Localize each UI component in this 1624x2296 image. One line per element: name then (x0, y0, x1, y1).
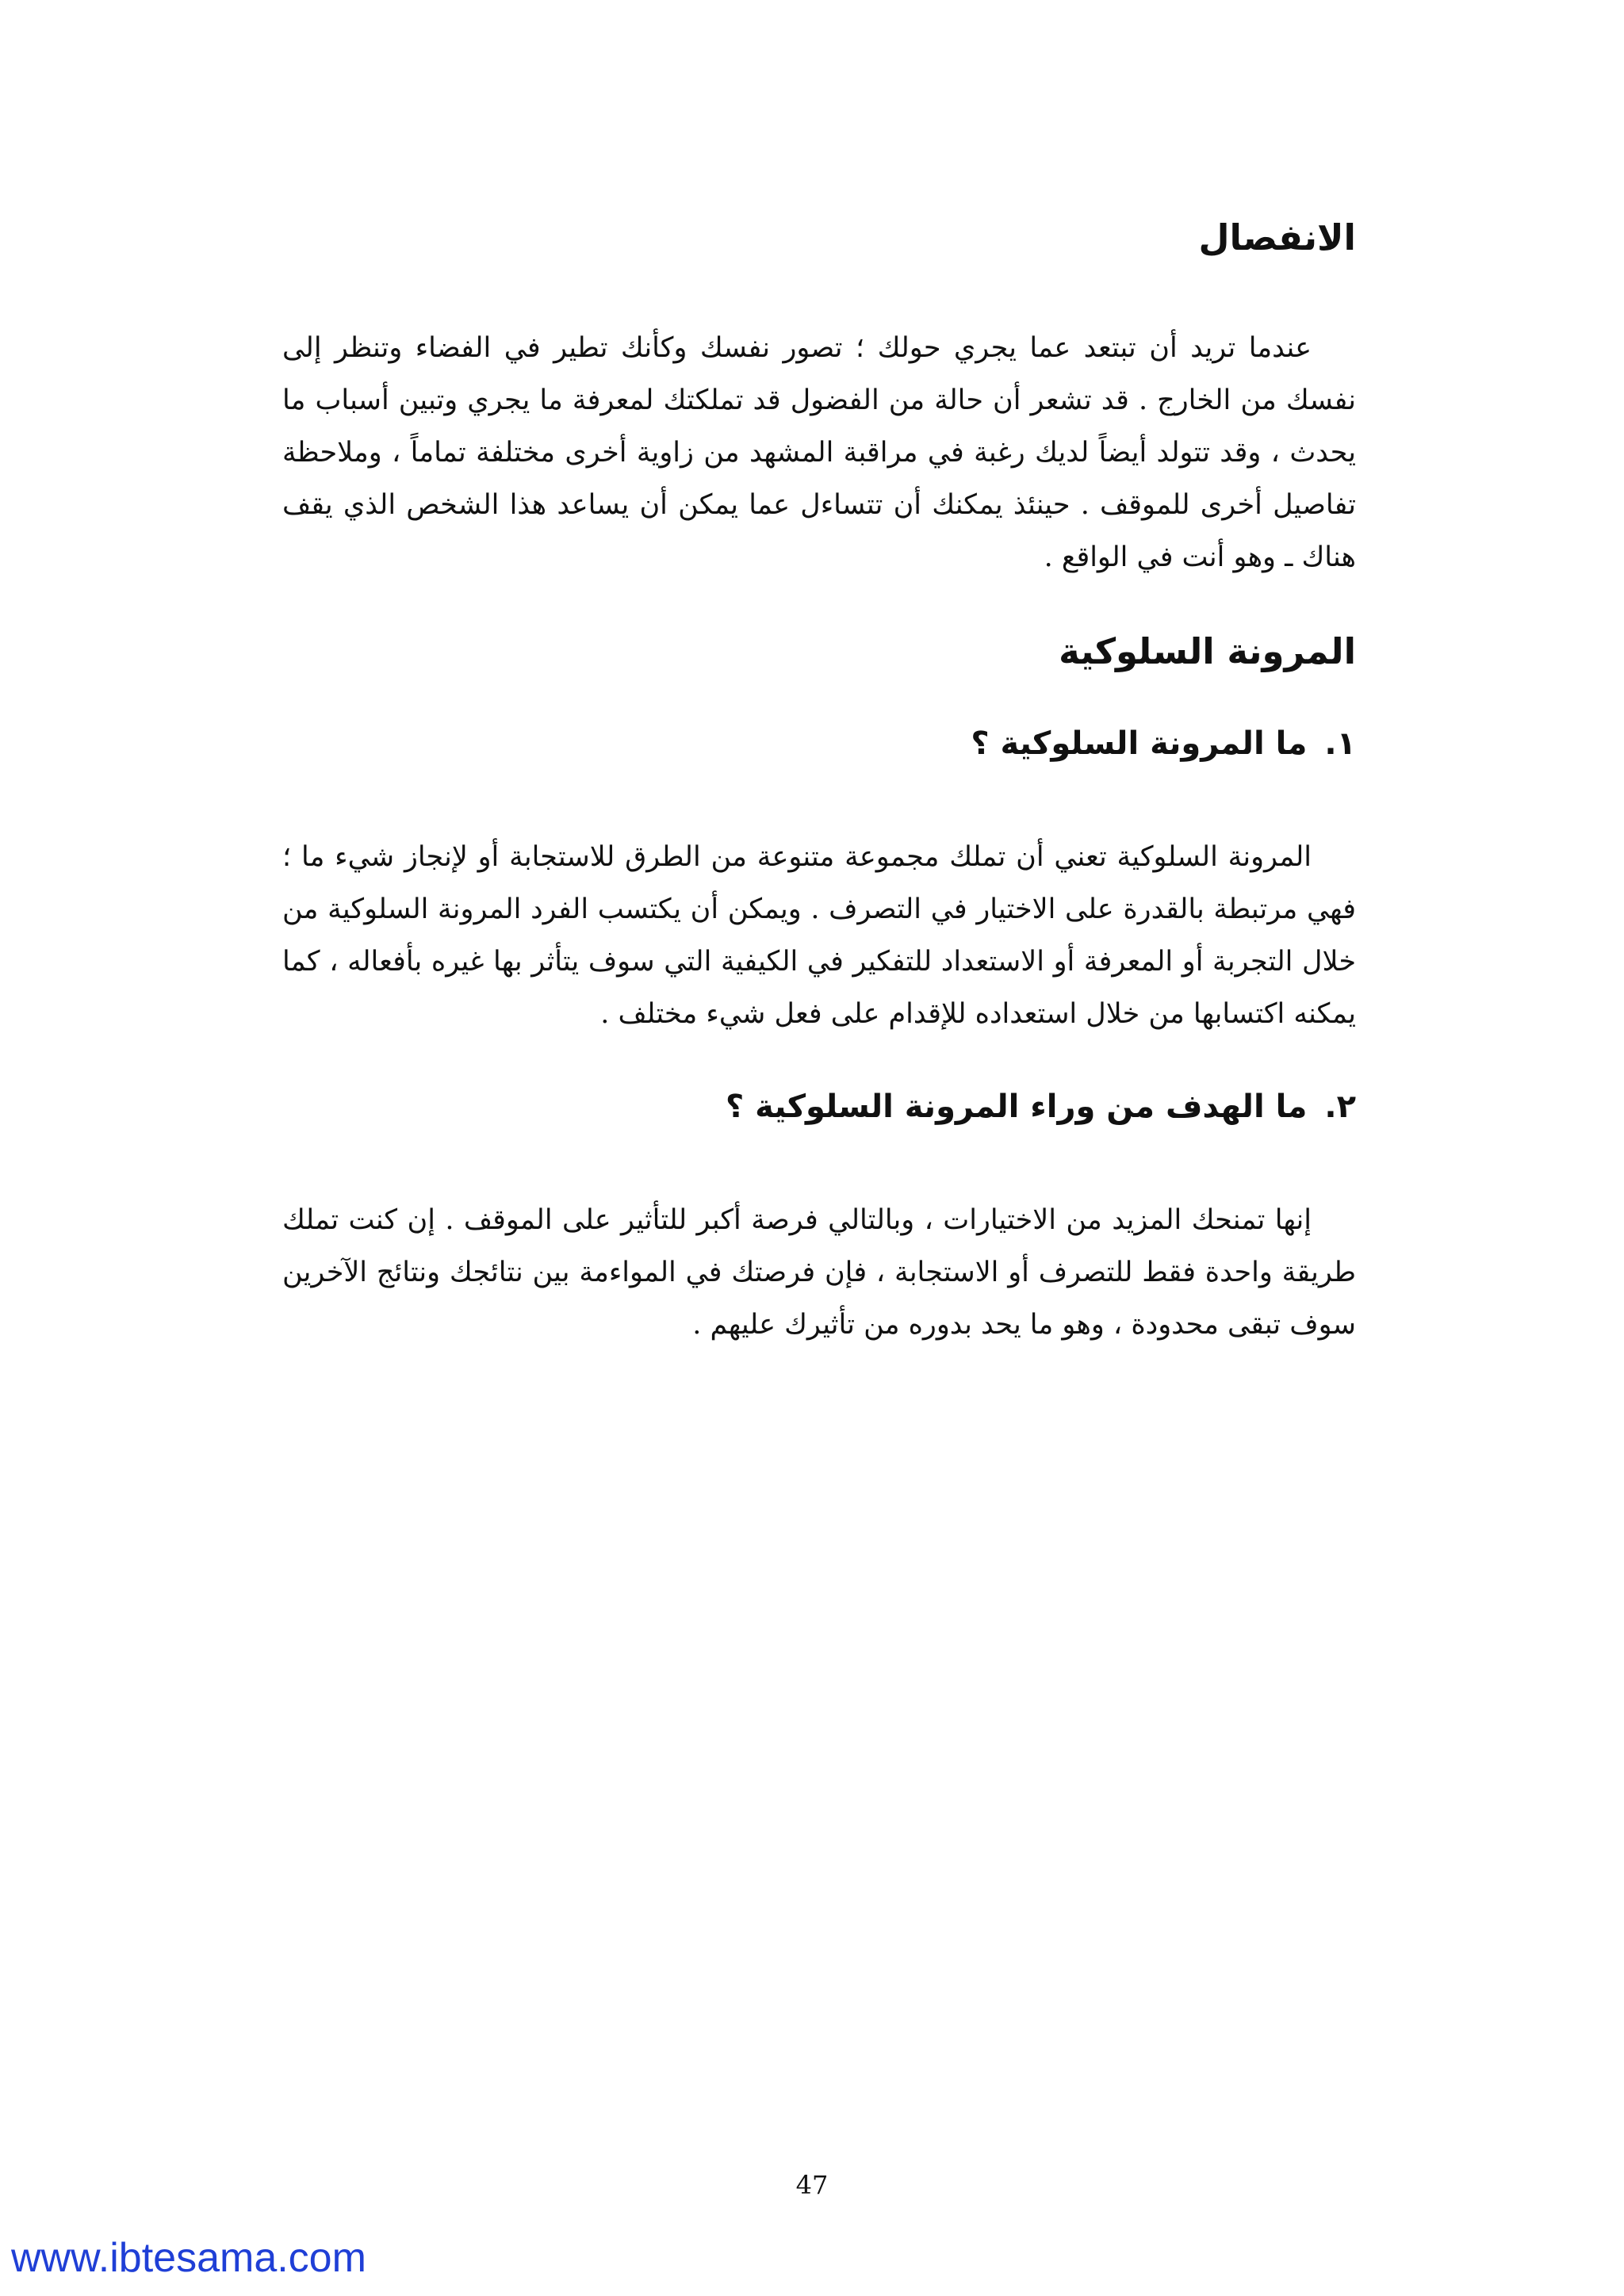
question-2-number: ٢. (1324, 1089, 1356, 1125)
question-1-number: ١. (1324, 725, 1356, 762)
answer-1-paragraph: المرونة السلوكية تعني أن تملك مجموعة متنوعة من الطرق للاستجابة أو لإنجاز شيء ما ؛ فهي مرتبطة بالقدرة على الاختيار في التصرف . ويمكن أن يكتسب الفرد المرونة السلوكية من خلال التجربة أو المعرفة أو الاستعداد للتفكير في الكيفية التي سوف يتأثر بها غيره بأفعاله ، كما يمكنه اكتسابها من خلال استعداده للإقدام على فعل شيء مختلف . (282, 841, 1356, 1030)
section-title-behavioral-flexibility: المرونة السلوكية (1059, 630, 1356, 672)
question-2-heading (282, 1085, 1356, 1129)
section-title-detachment: الانفصال (1198, 216, 1356, 258)
answer-2-paragraph: إنها تمنحك المزيد من الاختيارات ، وبالتالي فرصة أكبر للتأثير على الموقف . إن كنت تملك طريقة واحدة فقط للتصرف أو الاستجابة ، فإن فرصتك في المواءمة بين نتائجك ونتائج الآخرين سوف تبقى محدودة ، وهو ما يحد بدوره من تأثيرك عليهم . (282, 1204, 1356, 1341)
page-content (282, 214, 1356, 1351)
page-number: 47 (795, 2170, 829, 2200)
paragraph-detachment: عندما تريد أن تبتعد عما يجري حولك ؛ تصور نفسك وكأنك تطير في الفضاء وتنظر إلى نفسك من الخارج . قد تشعر أن حالة من الفضول قد تملكتك لمعرفة ما يجري وتبين أسباب ما يحدث ، وقد تتولد أيضاً لديك رغبة في مراقبة المشهد من زاوية أخرى مختلفة تماماً ، وملاحظة تفاصيل أخرى للموقف . حينئذ يمكنك أن تتساءل عما يمكن أن يساعد هذا الشخص الذي يقف هناك ـ وهو أنت في الواقع . (282, 332, 1356, 573)
question-2-text: ما الهدف من وراء المرونة السلوكية ؟ (726, 1089, 1308, 1125)
question-1-heading (282, 721, 1356, 766)
website-watermark: www.ibtesama.com (11, 2235, 366, 2281)
question-1-text: ما المرونة السلوكية ؟ (971, 725, 1308, 762)
